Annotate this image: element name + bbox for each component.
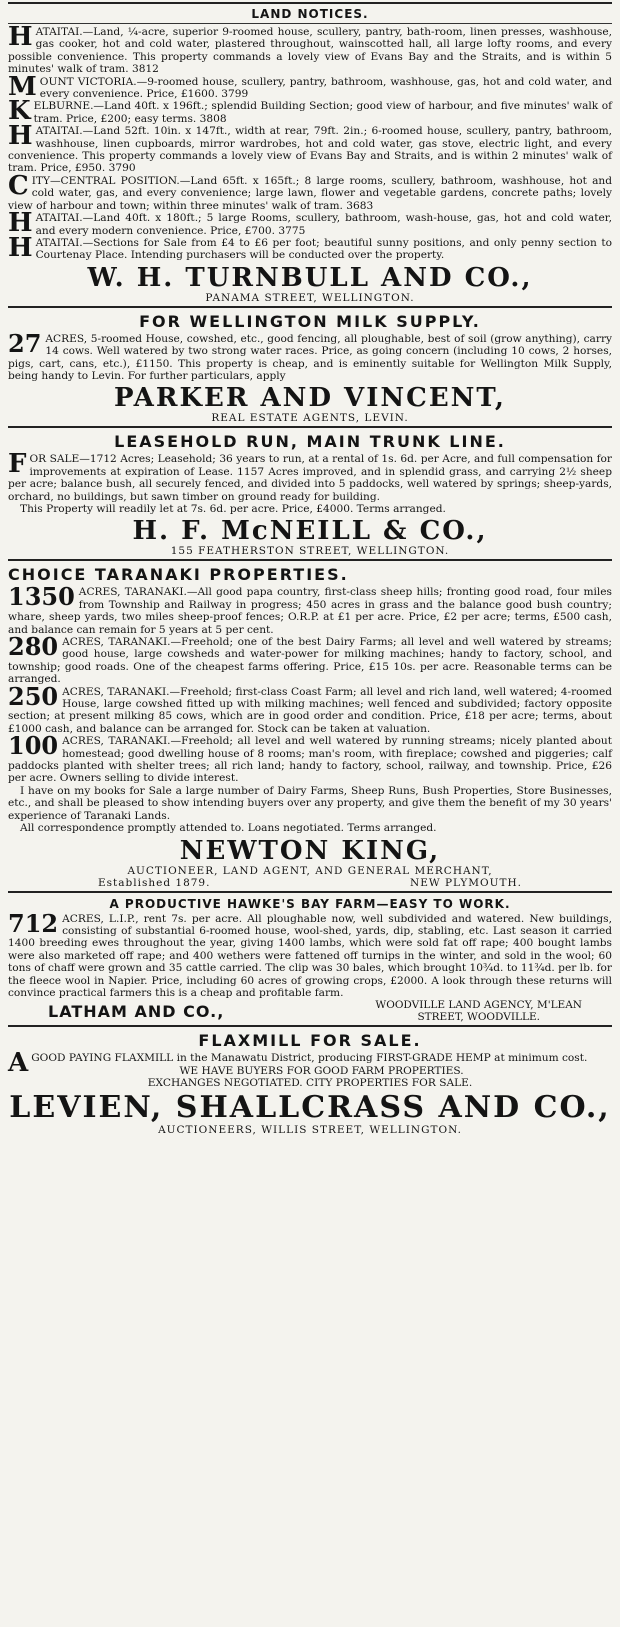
listing: HATAITAI.—Land, ¼-acre, superior 9-roomed house, scullery, pantry, bath-room, linen presses, washhouse, gas cooker, hot and cold water, plastered throughout, wainscotted hall, all large lofty rooms, and every possible convenience. This property commands a lovely view of Evans Bay and the Straits, and is within 5 minutes' walk of tram. 3812	[8, 22, 612, 76]
section-heading: A PRODUCTIVE HAWKE'S BAY FARM—EASY TO WORK.	[109, 896, 511, 911]
listing: CITY—CENTRAL POSITION.—Land 65ft. x 165ft.; 8 large rooms, scullery, bathroom, washhouse, hot and cold water, gas, and every convenience; large lawn, flower and vegetable gardens, concrete paths; lovely view of harbour and town; within three minutes' walk of tram. 3683	[8, 170, 612, 212]
newspaper-page	[0, 2, 620, 1627]
section-heading: CHOICE TARANAKI PROPERTIES.	[8, 565, 349, 585]
divider	[8, 891, 612, 893]
established: Established 1879.	[98, 876, 211, 889]
listing-note: This Property will readily let at 7s. 6d. per acre. Price, £4000. Terms arranged.	[20, 502, 446, 515]
land-notices-section	[8, 22, 612, 304]
listing: HATAITAI.—Sections for Sale from £4 to £6 per foot; beautiful sunny positions, and only penny section to Courtenay Place. Intending purchasers will be conducted over the property.	[8, 232, 612, 263]
listing: 27 ACRES, 5-roomed House, cowshed, etc., good fencing, all ploughable, best of soil (grow anything), carry 14 cows. Well watered by two strong water races. Price, as going concern (including 10 cows, 2 horses, pigs, cart, cans, etc.), £1150. This property is cheap, and is eminently suitable for Wellington Milk Supply, being handy to Levin. For further particulars, apply	[8, 328, 612, 382]
section-heading: FLAXMILL FOR SALE.	[198, 1031, 422, 1051]
listing: 280 ACRES, TARANAKI.—Freehold; one of the best Dairy Farms; all level and well watered by streams; good house, large cowsheds and water-power for milking machines; handy to factory, school, and township; good roads. One of the cheapest farms offering. Price, £15 10s. per acre. Reasonable terms can be arranged.	[8, 632, 612, 686]
listing: HATAITAI.—Land 40ft. x 180ft.; 5 large Rooms, scullery, bathroom, wash-house, gas, hot and cold water, and every modern convenience. Price, £700. 3775	[8, 208, 612, 239]
firm-address-row	[8, 877, 612, 889]
section-heading: FOR WELLINGTON MILK SUPPLY.	[139, 311, 481, 331]
firm-name: H. F. McNEILL & CO.,	[132, 516, 488, 547]
firm-name: PARKER AND VINCENT,	[114, 383, 506, 414]
exchanges-line: EXCHANGES NEGOTIATED. CITY PROPERTIES FOR SALE.	[147, 1077, 473, 1090]
listing: MOUNT VICTORIA.—9-roomed house, scullery, pantry, bathroom, washhouse, gas, hot and cold water, and every convenience. Price, £1600. 3799	[8, 71, 612, 102]
listing: 712 ACRES, L.I.P., rent 7s. per acre. All ploughable now, well subdivided and watered. New buildings, consisting of substantial 6-roomed house, wool-shed, yards, dip, stabling, etc. Last season it carried 1400 breeding ewes throughout the year, giving 1400 lambs, which were sold fat off rape; 400 bought lambs were also marketed off rape; and 400 wethers were fattened off turnips in the winter, and sold in the wool; 60 tons of chaff were grown and 35 cattle carried. The clip was 30 bales, which brought 10¾d. to 11¾d. per lb. for the fleece wool in Napier. Price, including 60 acres of growing crops, £2000. A look through these returns will convince practical farmers this is a cheap and profitable farm.	[8, 908, 612, 999]
flaxmill-section	[8, 1031, 612, 1135]
divider	[8, 1025, 612, 1027]
firm-address: AUCTIONEER, LAND AGENT, AND GENERAL MERCHANT,	[127, 864, 493, 877]
agency-address: WOODVILLE LAND AGENCY, M'LEAN STREET, WOODVILLE.	[375, 999, 582, 1024]
firm-name: W. H. TURNBULL AND CO.,	[87, 262, 533, 293]
milk-supply-section	[8, 312, 612, 425]
divider	[8, 23, 612, 24]
firm-address: REAL ESTATE AGENTS, LEVIN.	[211, 412, 409, 425]
listing-note: All correspondence promptly attended to. Loans negotiated. Terms arranged.	[20, 822, 437, 835]
listing: 250 ACRES, TARANAKI.—Freehold; first-class Coast Farm; all level and rich land, well watered; 4-roomed House, large cowshed fitted up with milking machines; well fenced and subdivided; factory opposite section; at present milking 85 cows, which are in good order and condition. Price, £18 per acre; terms, about £1000 cash, and balance can be arranged for. Stock can be taken at valuation.	[8, 681, 612, 735]
divider	[8, 559, 612, 561]
listing: KELBURNE.—Land 40ft. x 196ft.; splendid Building Section; good view of harbour, and five minutes' walk of tram. Price, £200; easy terms. 3808	[8, 96, 612, 127]
listing: HATAITAI.—Land 52ft. 10in. x 147ft., width at rear, 79ft. 2in.; 6-roomed house, scullery, pantry, bathroom, washhouse, linen cupboards, mirror wardrobes, hot and cold water, gas stove, electric light, and every convenience. This property commands a lovely view of Evans Bay and Straits, and is within 2 minutes' walk of tram. Price, £950. 3790	[8, 121, 612, 175]
section-heading: LEASEHOLD RUN, MAIN TRUNK LINE.	[114, 432, 506, 452]
firm-address: 155 FEATHERSTON STREET, WELLINGTON.	[170, 545, 450, 558]
listing: 100 ACRES, TARANAKI.—Freehold; all level and well watered by running streams; nicely planted about homestead; good dwelling house of 8 rooms; man's room, with fireplace; cowshed and piggeries; calf paddocks planted with shelter trees; all rich land; handy to factory, school, railway, and township. Price, £26 per acre. Owners selling to divide interest.	[8, 731, 612, 785]
taranaki-section	[8, 565, 612, 888]
firm-address: AUCTIONEERS, WILLIS STREET, WELLINGTON.	[158, 1123, 462, 1136]
firm-name: LATHAM AND CO.,	[48, 1001, 225, 1021]
listing: 1350 ACRES, TARANAKI.—All good papa country, first-class sheep hills; fronting good road, four miles from Township and Railway in progress; 450 acres in grass and the balance good bush country; whare, sheep yards, two miles sheep-proof fences; O.R.P. at £1 per acre. Price, £2 per acre; terms, £500 cash, and balance can remain for 5 years at 5 per cent.	[8, 582, 612, 636]
listing: AGOOD PAYING FLAXMILL in the Manawatu District, producing FIRST-GRADE HEMP at minimum cost.	[8, 1048, 588, 1079]
firm-name: LEVIEN, SHALLCRASS AND CO.,	[9, 1089, 611, 1125]
firm-row	[8, 999, 612, 1023]
divider	[8, 426, 612, 428]
divider	[8, 306, 612, 308]
firm-address: PANAMA STREET, WELLINGTON.	[205, 291, 415, 304]
land-notices-heading: LAND NOTICES.	[251, 7, 369, 21]
buyers-line: WE HAVE BUYERS FOR GOOD FARM PROPERTIES.	[179, 1064, 464, 1077]
hawkes-bay-section	[8, 897, 612, 1024]
listing-note: I have on my books for Sale a large number of Dairy Farms, Sheep Runs, Bush Properties, Store Businesses, etc., and shall be pleased to show intending buyers over any property, and give them the benefit of my 30 years' experience of Taranaki Lands.	[8, 784, 612, 822]
listing: FOR SALE—1712 Acres; Leasehold; 36 years to run, at a rental of 1s. 6d. per Acre, and full compensation for improvements at expiration of Lease. 1157 Acres improved, and in splendid grass, and carrying 2½ sheep per acre; balance bush, all securely fenced, and divided into 5 paddocks, well watered by springs; sheep-yards, orchard, no buildings, but sawn timber on ground ready for building.	[8, 449, 612, 503]
town: NEW PLYMOUTH.	[410, 876, 522, 889]
top-rule	[8, 2, 612, 4]
firm-name: NEWTON KING,	[179, 835, 441, 866]
leasehold-section	[8, 432, 612, 557]
